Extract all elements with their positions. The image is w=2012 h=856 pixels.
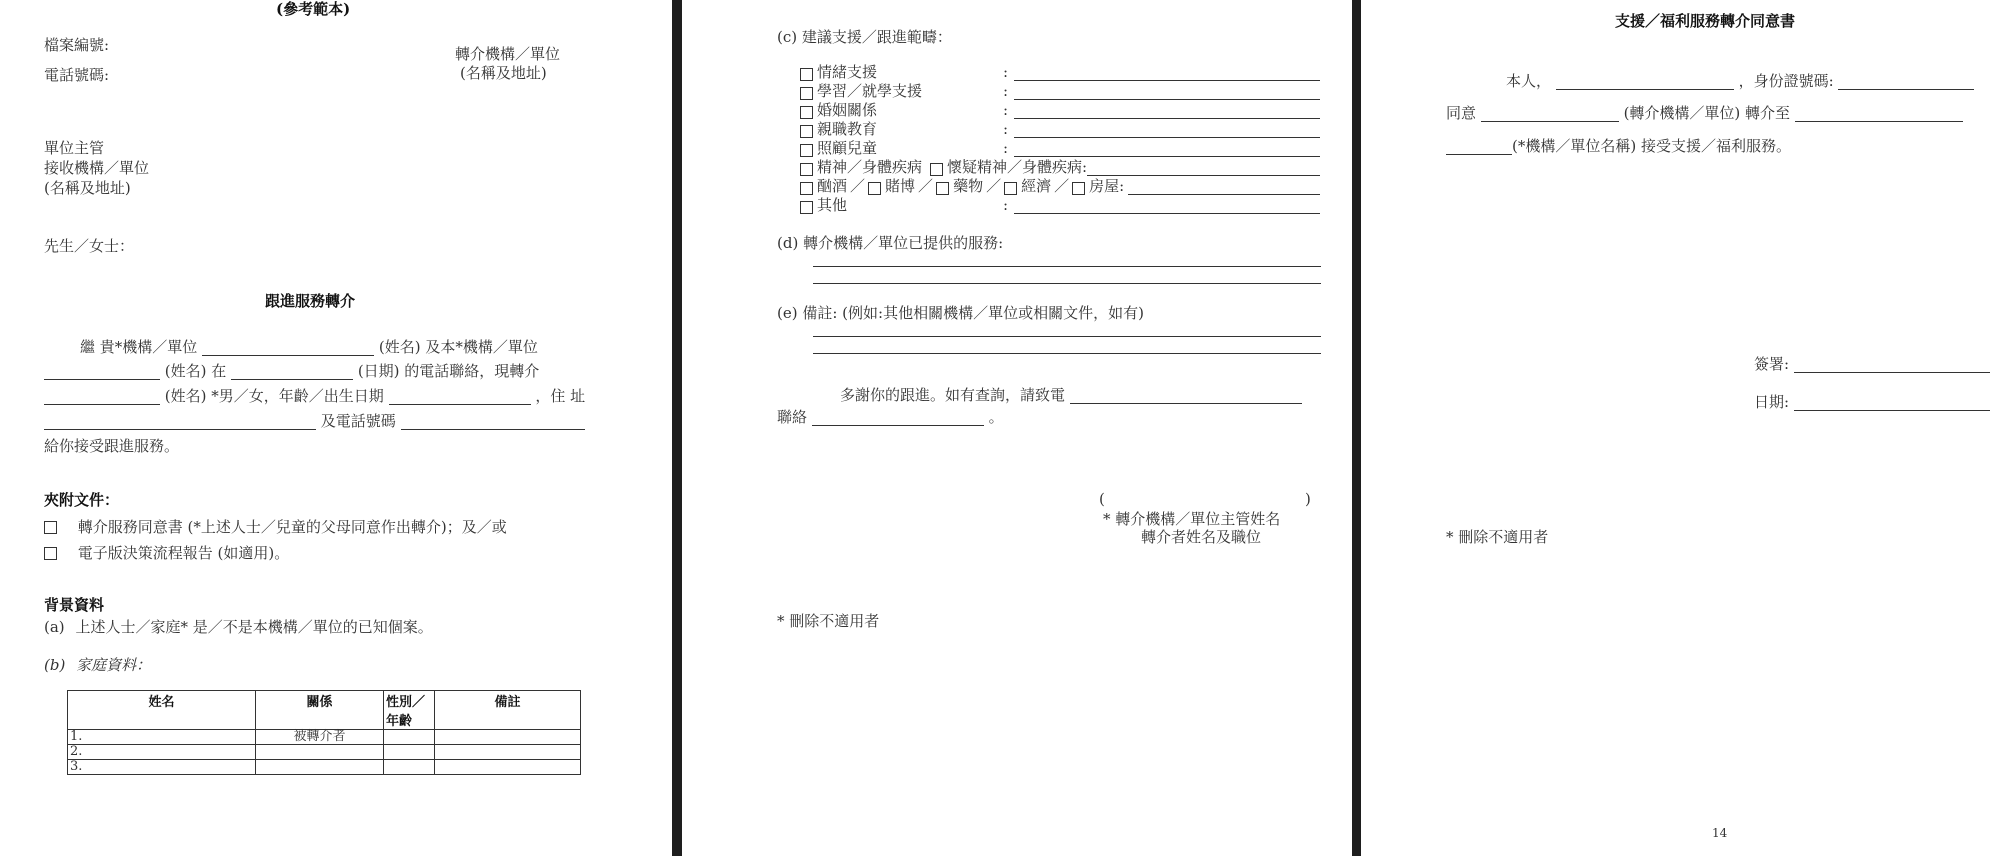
column-header-relation: 關係 [256, 691, 384, 730]
housing-checkbox[interactable] [1072, 182, 1085, 195]
support-item-checkbox[interactable] [800, 144, 813, 157]
footnote: * 刪除不適用者 [777, 612, 880, 630]
support-item-marriage: 婚姻關係 : [800, 101, 1320, 119]
family-info-table [67, 690, 581, 775]
signature-field[interactable] [1794, 358, 1990, 373]
services-provided-line[interactable] [813, 266, 1321, 267]
phone-number-field[interactable] [401, 415, 585, 430]
cell-gender-age[interactable] [384, 760, 435, 775]
unit-head-label: 單位主管 [44, 139, 105, 157]
cell-no[interactable]: 1. [68, 730, 256, 745]
remarks-label: (e) 備註: (例如:其他相關機構／單位或相關文件，如有) [777, 304, 1144, 322]
thanks-line1: 多謝你的跟進。如有查詢，請致電 [840, 386, 1302, 404]
mental-illness-checkbox[interactable] [800, 163, 813, 176]
cell-relation[interactable] [256, 760, 384, 775]
date-field[interactable] [1794, 396, 1990, 411]
contact-phone-field[interactable] [1070, 389, 1302, 404]
column-header-gender-age: 性別／年齡 [384, 691, 435, 730]
age-dob-field[interactable] [389, 390, 531, 405]
referring-org-field[interactable] [1481, 107, 1619, 122]
document-page-3 [1361, 0, 2012, 856]
consenter-name-field[interactable] [1556, 75, 1734, 90]
support-item-emotional: 情緒支援 : [800, 63, 1320, 81]
consent-title: 支援／福利服務轉介同意書 [1615, 12, 1796, 30]
page-number: 14 [1712, 826, 1728, 840]
date-row: 日期: [1754, 393, 1990, 411]
support-item-detail-field[interactable] [1014, 66, 1320, 81]
table-row [68, 745, 581, 760]
signature-close-paren: ) [1305, 490, 1311, 508]
support-item-childcare: 照顧兒童 : [800, 139, 1320, 157]
attachment-report-checkbox[interactable] [44, 547, 57, 560]
file-no-label: 檔案編號: [44, 36, 110, 54]
support-item-checkbox[interactable] [800, 87, 813, 100]
remarks-line[interactable] [813, 353, 1321, 354]
support-item-detail-field[interactable] [1014, 85, 1320, 100]
cell-gender-age[interactable] [384, 730, 435, 745]
support-item-detail-field[interactable] [1014, 142, 1320, 157]
services-provided-line[interactable] [813, 283, 1321, 284]
remarks-line[interactable] [813, 336, 1321, 337]
document-page-1 [0, 0, 672, 856]
support-item-checkbox[interactable] [800, 125, 813, 138]
support-item-mental: 精神／身體疾病 懷疑精神／身體疾病: [800, 158, 1320, 176]
contact-person-field[interactable] [812, 411, 984, 426]
referral-paragraph-line2: (姓名) 在 (日期) 的電話聯絡，現轉介 [44, 362, 539, 380]
section-title: 跟進服務轉介 [265, 292, 356, 310]
drugs-checkbox[interactable] [936, 182, 949, 195]
other-checkbox[interactable] [800, 201, 813, 214]
referral-paragraph-line3: (姓名) *男／女，年齡／出生日期 ，住 址 [44, 387, 585, 405]
receiver-org-sub: (名稱及地址) [44, 179, 131, 197]
support-item-checkbox[interactable] [800, 106, 813, 119]
background-title: 背景資料 [44, 596, 105, 614]
cell-remarks[interactable] [435, 745, 581, 760]
referred-person-name-field[interactable] [44, 390, 160, 405]
consent-line1: 本人， ，身份證號碼: [1506, 72, 1974, 90]
address-field[interactable] [44, 415, 316, 430]
cell-remarks[interactable] [435, 730, 581, 745]
cell-relation[interactable] [256, 745, 384, 760]
cell-remarks[interactable] [435, 760, 581, 775]
support-item-addiction: 酗酒 ／ 賭博 ／ 藥物 ／ 經濟 ／ 房屋: [800, 177, 1320, 195]
services-provided-label: (d) 轉介機構／單位已提供的服務: [777, 234, 1004, 252]
thanks-line2: 聯絡 。 [777, 408, 1004, 426]
support-scope-label: (c) 建議支援／跟進範疇： [777, 28, 952, 46]
contact-name-field[interactable] [44, 365, 160, 380]
referral-paragraph-line1: 繼 貴*機構／單位 (姓名) 及本*機構／單位 [80, 338, 538, 356]
attachment-report-row: 電子版決策流程報告 (如適用)。 [44, 544, 289, 562]
cell-no[interactable]: 2. [68, 745, 256, 760]
other-detail-field[interactable] [1014, 199, 1320, 214]
attachment-consent-checkbox[interactable] [44, 521, 57, 534]
signature-caption-2: 轉介者姓名及職位 [1141, 528, 1262, 546]
attachments-title: 夾附文件： [44, 491, 120, 509]
table-header-row [68, 691, 581, 730]
finance-checkbox[interactable] [1004, 182, 1017, 195]
receiver-org-label: 接收機構／單位 [44, 159, 150, 177]
consent-line2: 同意 (轉介機構／單位) 轉介至 [1446, 104, 1963, 122]
referral-paragraph-line4: 及電話號碼 [44, 412, 585, 430]
cell-no[interactable]: 3. [68, 760, 256, 775]
id-number-field[interactable] [1838, 75, 1974, 90]
support-item-checkbox[interactable] [800, 68, 813, 81]
salutation: 先生／女士： [44, 237, 135, 255]
gambling-checkbox[interactable] [868, 182, 881, 195]
attachment-consent-row: 轉介服務同意書 (*上述人士／兒童的父母同意作出轉介)；及／或 [44, 518, 507, 536]
referred-by-name-field[interactable] [202, 341, 374, 356]
signature-row: 簽署: [1754, 355, 1990, 373]
contact-date-field[interactable] [231, 365, 353, 380]
signature-caption-1: * 轉介機構／單位主管姓名 [1103, 510, 1281, 528]
suspected-mental-illness-checkbox[interactable] [930, 163, 943, 176]
consent-line3: (*機構／單位名稱) 接受支援／福利服務。 [1446, 137, 1791, 155]
referral-paragraph-line5: 給你接受跟進服務。 [44, 437, 180, 455]
signature-open-paren: ( [1099, 490, 1105, 508]
document-page-2 [682, 0, 1352, 856]
table-row [68, 730, 581, 745]
phone-label: 電話號碼: [44, 66, 110, 84]
cell-relation[interactable]: 被轉介者 [256, 730, 384, 745]
column-header-remarks: 備註 [435, 691, 581, 730]
support-item-learning: 學習／就學支援 : [800, 82, 1320, 100]
support-item-detail-field[interactable] [1014, 123, 1320, 138]
addiction-detail-field[interactable] [1128, 180, 1320, 195]
table-row [68, 760, 581, 775]
footnote: * 刪除不適用者 [1446, 528, 1549, 546]
referrer-org-label: 轉介機構／單位 [455, 45, 561, 63]
support-item-other: 其他 : [800, 196, 1320, 214]
support-item-detail-field[interactable] [1014, 104, 1320, 119]
alcohol-checkbox[interactable] [800, 182, 813, 195]
sample-title: (參考範本) [276, 0, 351, 18]
column-header-name: 姓名 [68, 691, 256, 730]
background-a: (a) 上述人士／家庭* 是／不是本機構／單位的已知個案。 [44, 618, 433, 636]
receiving-org-field[interactable] [1446, 140, 1512, 155]
referrer-org-sub: (名稱及地址) [460, 64, 547, 82]
background-b: (b) 家庭資料： [44, 656, 152, 674]
support-item-parenting: 親職教育 : [800, 120, 1320, 138]
mental-detail-field[interactable] [1087, 161, 1320, 176]
cell-gender-age[interactable] [384, 745, 435, 760]
destination-org-field[interactable] [1795, 107, 1963, 122]
